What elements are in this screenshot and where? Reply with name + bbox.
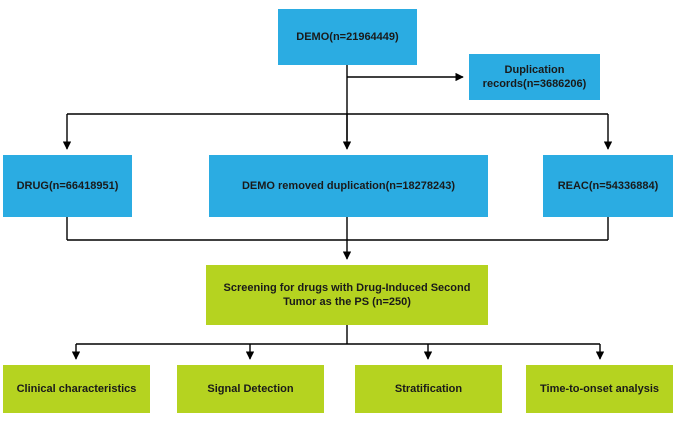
node-stratification-label: Stratification	[394, 382, 463, 395]
node-time-to-onset-analysis	[526, 365, 673, 413]
node-duplication-records	[469, 54, 600, 100]
node-signal-detection	[177, 365, 324, 413]
node-reac	[543, 155, 673, 217]
node-time-to-onset-analysis-label: Time-to-onset analysis	[540, 382, 659, 395]
node-stratification	[355, 365, 502, 413]
node-demo-label: DEMO(n=21964449)	[296, 30, 399, 43]
node-screening	[206, 265, 488, 325]
node-signal-detection-label: Signal Detection	[207, 382, 294, 395]
node-demo	[278, 9, 417, 65]
node-duplication-records-label: Duplication records(n=3686206)	[482, 63, 587, 90]
node-drug-label: DRUG(n=66418951)	[16, 179, 119, 192]
node-clinical-characteristics	[3, 365, 150, 413]
node-clinical-characteristics-label: Clinical characteristics	[16, 382, 137, 395]
node-reac-label: REAC(n=54336884)	[557, 179, 659, 192]
node-demo-removed-duplication-label: DEMO removed duplication(n=18278243)	[241, 179, 456, 192]
node-screening-label: Screening for drugs with Drug-Induced Second Tumor as the PS (n=250)	[223, 281, 471, 308]
node-drug	[3, 155, 132, 217]
node-demo-removed-duplication	[209, 155, 488, 217]
